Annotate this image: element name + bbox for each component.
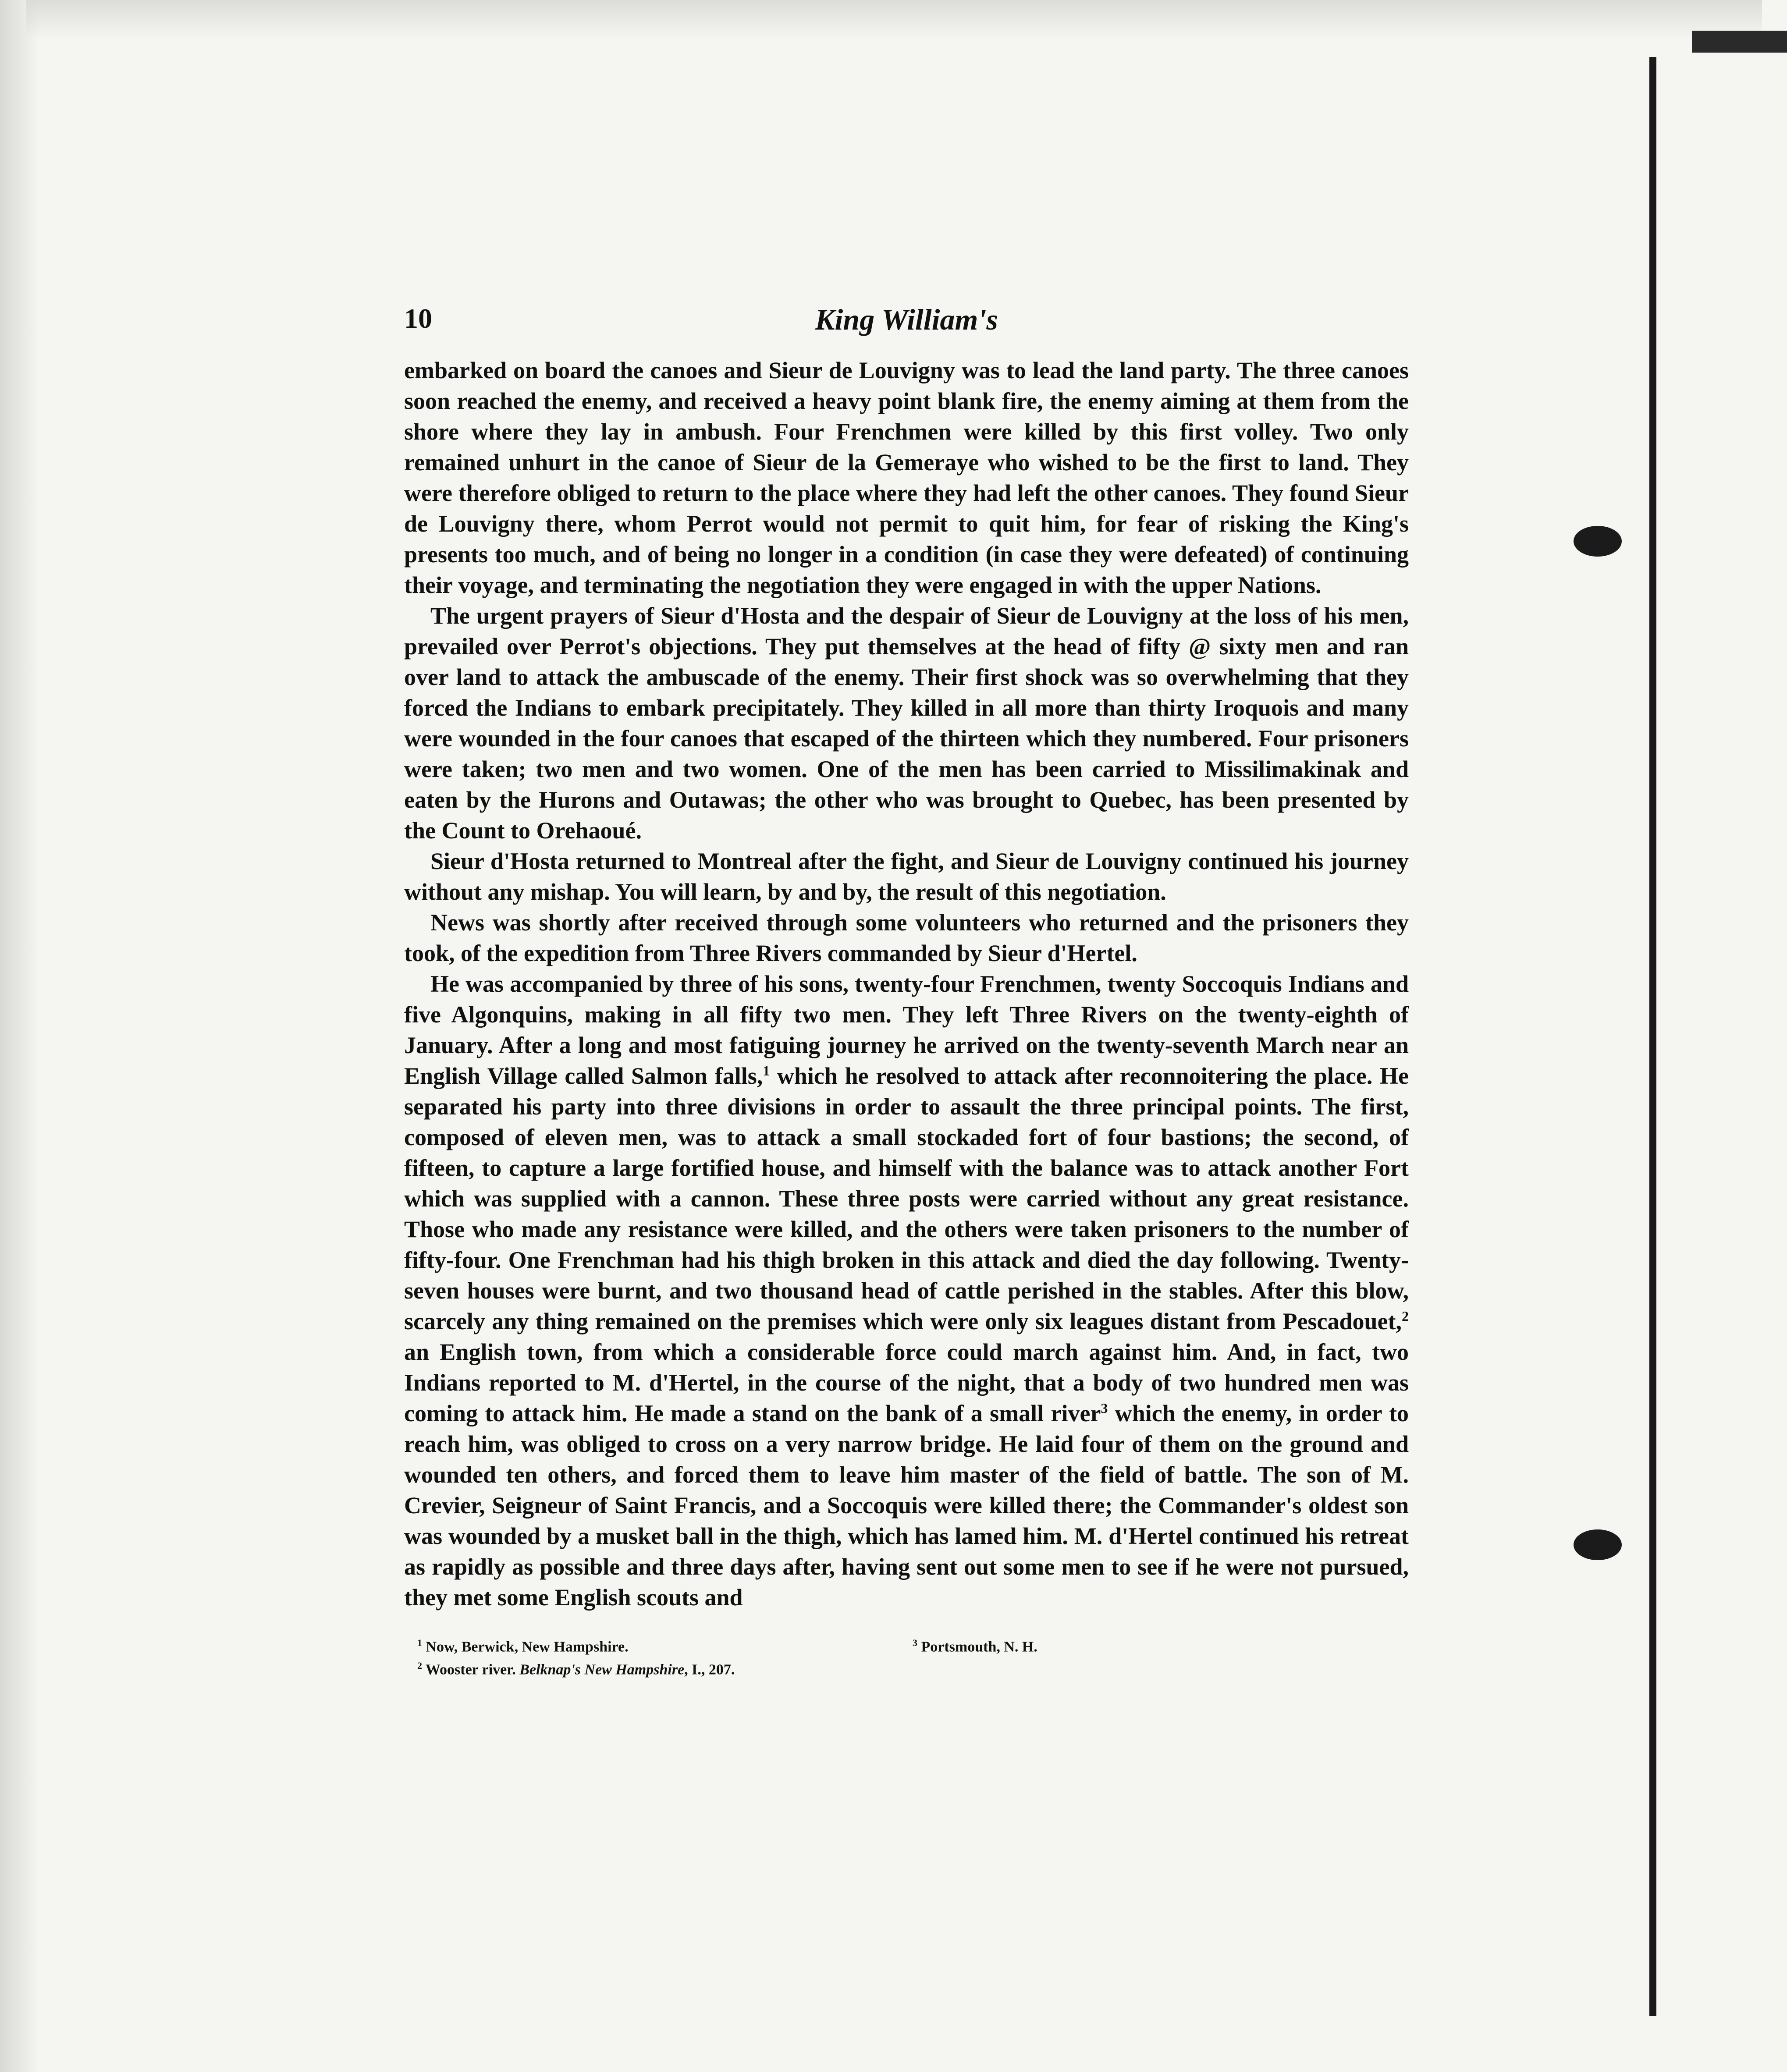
body-text bbox=[404, 355, 1409, 1613]
running-title: King William's bbox=[815, 303, 998, 336]
footnote-ref: 2 bbox=[1402, 1308, 1409, 1324]
footnote bbox=[913, 1637, 1037, 1655]
ink-blot bbox=[1574, 526, 1622, 557]
page-number: 10 bbox=[404, 303, 432, 334]
scan-shadow-top bbox=[26, 0, 1762, 39]
footnote-mark: 1 bbox=[417, 1637, 422, 1648]
paragraph bbox=[404, 969, 1409, 1613]
paragraph: The urgent prayers of Sieur d'Hosta and the despair of Sieur de Louvigny at the loss of his men, prevailed over Perrot's objections. They put themselves at the head of fifty @ sixty men and ran over land to attack the ambuscade of the enemy. Their first shock was so overwhelming that they forced the Indians to embark precipitately. They killed in all more than thirty Iroquois and many were wounded in the four canoes that escaped of the thirteen which they numbered. Four prisoners were taken; two men and two women. One of the men has been carried to Missilimakinak and eaten by the Hurons and Outawas; the other who was brought to Quebec, has been presented by the Count to Orehaoué. bbox=[404, 603, 1409, 844]
footnote-mark: 2 bbox=[417, 1660, 422, 1671]
ink-blot bbox=[1574, 1529, 1622, 1560]
paragraph-segment: an English town, from which a considerable force could march against him. And, in fact, two Indians reported to M. d'Hertel, in the course of the night, that a body of two hundred men was coming to attack him. He made a stand on the bank of a small river bbox=[404, 1339, 1409, 1426]
footnote-ref: 3 bbox=[1101, 1400, 1108, 1416]
footnote-text: , I., 207. bbox=[684, 1661, 735, 1678]
paragraph-segment: He was accompanied by three of his sons, twenty-four Frenchmen, twenty Soccoquis Indians and five Algonquins, making in all fifty two men. They left Three Rivers on the twenty-eighth of January. After a long and most fatiguing journey he arrived on the twenty-seventh March near an English Village called Salmon falls, bbox=[404, 971, 1409, 1089]
footnote-ref: 1 bbox=[763, 1063, 770, 1079]
scan-binding-edge bbox=[1649, 57, 1656, 2016]
paragraph-segment: which he resolved to attack after reconnoitering the place. He separated his party into three divisions in order to assault the three principal points. The first, composed of eleven men, was to attack a small stockaded fort of four bastions; the second, of fifteen, to capture a large fortified house, and himself with the balance was to attack another Fort which was supplied with a cannon. These three posts were carried without any great resistance. Those who made any resistance were killed, and the others were taken prisoners to the number of fifty-four. One Frenchman had his thigh broken in this attack and died the day following. Twenty-seven houses were burnt, and two thousand head of cattle perished in the stables. After this blow, scarcely any thing remained on the premises which were only six leagues distant from Pescadouet, bbox=[404, 1063, 1409, 1334]
paragraph-segment: which the enemy, in order to reach him, was obliged to cross on a very narrow bridge. He laid four of them on the ground and wounded ten others, and forced them to leave him master of the field of battle. The son of M. Crevier, Seigneur of Saint Francis, and a Soccoquis were killed there; the Commander's oldest son was wounded by a musket ball in the thigh, which has lamed him. M. d'Hertel continued his retreat as rapidly as possible and three days after, having sent out some men to see if he were not pursued, they met some English scouts and bbox=[404, 1400, 1409, 1611]
paragraph: embarked on board the canoes and Sieur de Louvigny was to lead the land party. The three canoes soon reached the enemy, and received a heavy point blank fire, the enemy aiming at them from the shore where they lay in ambush. Four Frenchmen were killed by this first volley. Two only remained unhurt in the canoe of Sieur de la Gemeraye who wished to be the first to land. They were therefore obliged to return to the place where they had left the other canoes. They found Sieur de Louvigny there, whom Perrot would not permit to quit him, for fear of risking the King's presents too much, and of being no longer in a condition (in case they were defeated) of continuing their voyage, and terminating the negotiation they were engaged in with the upper Nations. bbox=[404, 357, 1409, 598]
footnote-text: Portsmouth, N. H. bbox=[921, 1639, 1037, 1655]
footnote-text: Wooster river. bbox=[425, 1661, 520, 1678]
footnote-citation: Belknap's New Hampshire bbox=[519, 1661, 685, 1678]
document-page bbox=[404, 302, 1409, 1685]
scan-shadow-left bbox=[0, 0, 39, 2072]
footnote bbox=[417, 1660, 735, 1678]
footnote-text: Now, Berwick, New Hampshire. bbox=[426, 1639, 629, 1655]
paragraph: Sieur d'Hosta returned to Montreal after the fight, and Sieur de Louvigny continued his journey without any mishap. You will learn, by and by, the result of this negotiation. bbox=[404, 848, 1409, 905]
scan-edge-mark bbox=[1692, 31, 1787, 53]
paragraph: News was shortly after received through some volunteers who returned and the prisoners they took, of the expedition from Three Rivers commanded by Sieur d'Hertel. bbox=[404, 909, 1409, 966]
footnote bbox=[417, 1637, 629, 1655]
footnotes bbox=[404, 1637, 1409, 1685]
running-head bbox=[404, 302, 1409, 355]
footnote-mark: 3 bbox=[913, 1637, 917, 1648]
